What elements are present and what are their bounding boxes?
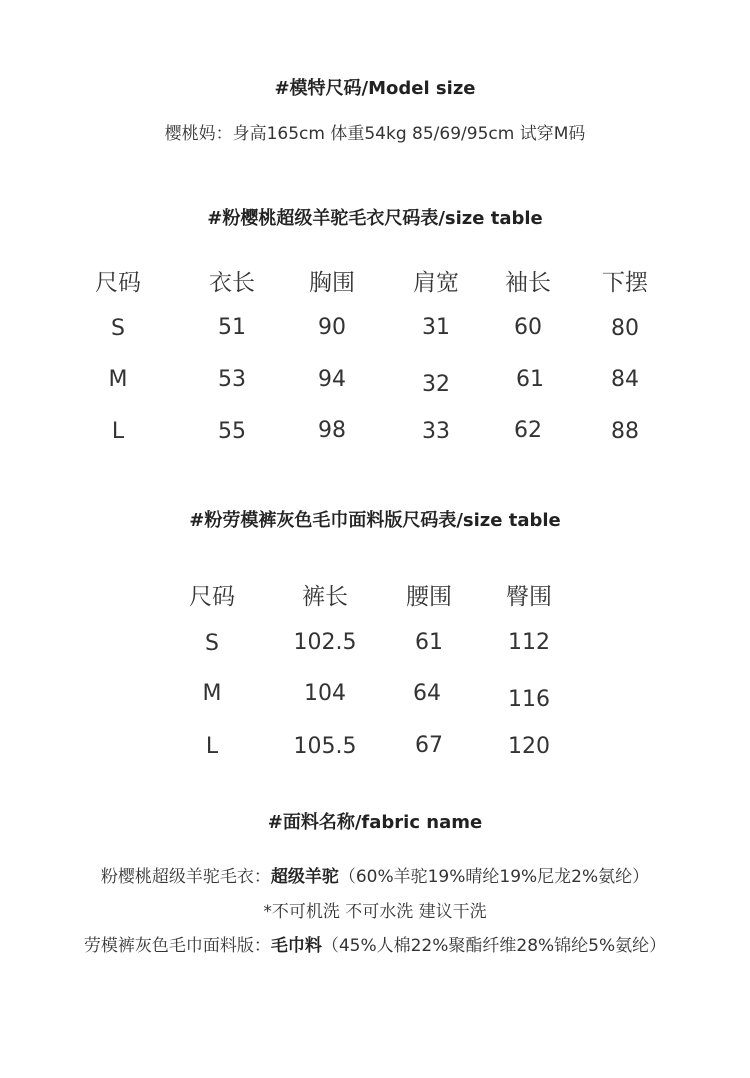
sweater-cell: 51 [218,315,246,340]
pants-header-waist: 腰围 [406,584,452,610]
fabric-pants-prefix: 劳模裤灰色毛巾面料版： [83,936,271,956]
fabric-pants-material: 毛巾料 [270,936,322,956]
pants-header-hip: 臀围 [506,584,552,610]
pants-cell: S [205,631,219,656]
sweater-cell: S [111,316,125,341]
pants-table-heading: #粉劳模裤灰色毛巾面料版尺码表/size table [189,510,561,531]
sweater-header-length: 衣长 [209,270,255,296]
sweater-cell: 33 [422,419,450,444]
pants-cell: 120 [508,734,550,759]
fabric-sweater-material: 超级羊驼 [270,867,339,887]
pants-cell: L [205,734,219,759]
pants-cell: 64 [413,681,441,706]
pants-cell: 61 [415,630,443,655]
fabric-sweater-prefix: 粉樱桃超级羊驼毛衣： [100,867,271,887]
pants-header-size: 尺码 [189,584,235,610]
pants-cell: 112 [508,630,550,655]
sweater-header-sleeve: 袖长 [505,270,551,296]
sweater-cell: 53 [218,367,246,392]
pants-cell: M [202,681,222,706]
pants-cell: 102.5 [293,630,357,655]
pants-header-length: 裤长 [302,584,348,610]
sweater-cell: 88 [611,419,639,444]
sweater-cell: 84 [611,367,639,392]
sweater-cell: 60 [514,315,542,340]
sweater-cell: 55 [218,419,246,444]
sweater-cell: 62 [514,418,542,443]
sweater-cell: 80 [611,316,639,341]
sweater-size-table [0,0,750,460]
care-instructions: *不可机洗 不可水洗 建议干洗 [263,902,487,922]
sweater-cell: 61 [516,367,544,392]
sweater-header-hem: 下摆 [602,270,648,296]
model-size-line: 樱桃妈：身高165cm 体重54kg 85/69/95cm 试穿M码 [164,124,586,144]
model-size-heading: #模特尺码/Model size [274,78,476,99]
fabric-sweater-composition: （60%羊驼19%晴纶19%尼龙2%氨纶） [338,867,650,887]
fabric-line-pants [0,931,750,956]
fabric-pants-composition: （45%人棉22%聚酯纤维28%锦纶5%氨纶） [321,936,667,956]
sweater-cell: 98 [318,418,346,443]
sweater-cell: 94 [318,367,346,392]
pants-size-table [0,560,750,780]
sweater-cell: 31 [422,315,450,340]
sweater-header-shoulder: 肩宽 [413,270,459,296]
sweater-table-heading: #粉樱桃超级羊驼毛衣尺码表/size table [207,208,543,229]
pants-cell: 104 [304,681,346,706]
fabric-line-sweater [0,862,750,887]
sweater-header-chest: 胸围 [309,270,355,296]
pants-cell: 105.5 [293,734,357,759]
pants-cell: 116 [508,687,550,712]
sweater-cell: 90 [318,315,346,340]
sweater-cell: 32 [422,372,450,397]
sweater-cell: M [108,367,128,392]
fabric-heading: #面料名称/fabric name [267,812,483,833]
sweater-cell: L [111,419,125,444]
pants-cell: 67 [415,733,443,758]
sweater-header-size: 尺码 [95,270,141,296]
